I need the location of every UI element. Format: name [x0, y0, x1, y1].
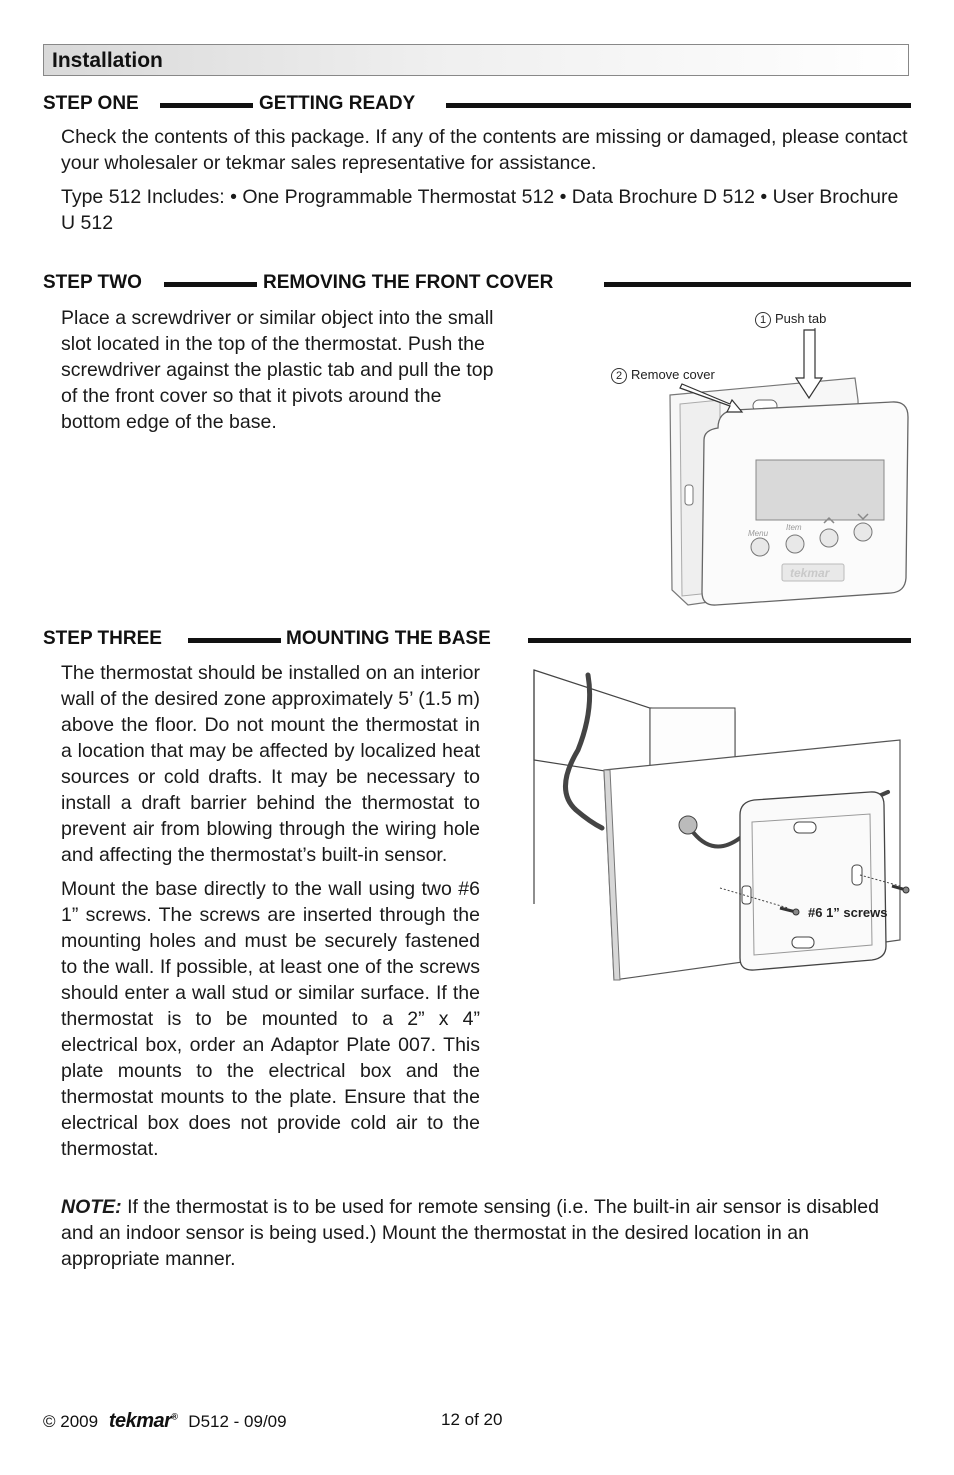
heading-rule	[604, 282, 911, 287]
wall-box	[534, 670, 650, 778]
mounting-slot	[792, 937, 814, 948]
callout-remove-cover	[611, 367, 715, 384]
doc-code: D512 - 09/09	[188, 1412, 287, 1431]
section-header	[43, 44, 909, 76]
base-clip	[685, 485, 693, 505]
note-paragraph	[61, 1194, 911, 1272]
wiring-hole	[679, 816, 697, 834]
step-label: STEP THREE	[43, 628, 162, 649]
down-button	[854, 523, 872, 541]
brand-logo: tekmar®	[108, 1410, 178, 1432]
mounting-slot	[794, 822, 816, 833]
cover-logo: tekmar	[790, 566, 830, 580]
footer	[43, 1410, 287, 1433]
lcd-display	[756, 460, 884, 520]
screws-label: #6 1” screws	[808, 905, 888, 920]
note-label: NOTE:	[61, 1196, 122, 1218]
item-button-label: Item	[786, 523, 802, 532]
step-title: REMOVING THE FRONT COVER	[263, 272, 554, 293]
step-three-heading	[43, 628, 911, 652]
heading-rule	[188, 638, 281, 643]
mounting-base-figure	[530, 660, 910, 990]
step-one-body	[61, 124, 911, 236]
section-title: Installation	[52, 49, 163, 72]
step-title: MOUNTING THE BASE	[286, 628, 491, 649]
menu-button-label: Menu	[748, 529, 769, 538]
copyright: © 2009	[43, 1412, 99, 1431]
heading-rule	[164, 282, 257, 287]
step-label: STEP TWO	[43, 272, 142, 293]
paragraph: Check the contents of this package. If any of the contents are missing or damaged, please contact your wholesaler or tekmar sales representative for assistance.	[61, 126, 908, 174]
item-button	[786, 535, 804, 553]
up-button	[820, 529, 838, 547]
step-title: GETTING READY	[259, 93, 416, 114]
step-two-heading	[43, 272, 911, 296]
step-label: STEP ONE	[43, 93, 139, 114]
heading-rule	[528, 638, 911, 643]
paragraph: Mount the base directly to the wall using two #6 1” screws. The screws are inserted through the mounting holes and must be securely fastened to the wall. If possible, at least one of the screws should enter a wall stud or similar surface. If the thermostat is to be mounted to a 2” x 4” electrical box, order an Adaptor Plate 007. This plate mounts to the electrical box and the thermostat mounts to the plate. Ensure that the electrical box does not provide cold air to the thermostat.	[61, 878, 480, 1160]
heading-rule	[446, 103, 911, 108]
step-two-body	[61, 305, 503, 435]
callout-text: Push tab	[775, 311, 827, 326]
front-cover-figure	[600, 300, 910, 612]
step-one-heading	[43, 93, 911, 117]
step-three-body	[61, 660, 480, 1162]
paragraph: Type 512 Includes: • One Programmable Thermostat 512 • Data Brochure D 512 • User Brochure U 512	[61, 186, 899, 234]
callout-text: Remove cover	[631, 367, 715, 382]
page-number: 12 of 20	[441, 1410, 503, 1429]
paragraph: Place a screwdriver or similar object into the small slot located in the top of the thermostat. Push the screwdriver against the plastic tab and pull the top of the front cover so that it pivots around the bottom edge of the base.	[61, 307, 494, 433]
callout-number: 1	[755, 312, 771, 328]
heading-rule	[160, 103, 253, 108]
menu-button	[751, 538, 769, 556]
callout-number: 2	[611, 368, 627, 384]
paragraph: The thermostat should be installed on an interior wall of the desired zone approximately 5’ (1.5 m) above the floor. Do not mount the thermostat in a location that may be affected by localized heat sources or cold drafts. It may be necessary to install a draft barrier behind the thermostat to prevent air from blowing through the wiring hole and affecting the thermostat’s built-in sensor.	[61, 662, 480, 866]
callout-push-tab	[755, 311, 826, 328]
note-text: If the thermostat is to be used for remote sensing (i.e. The built-in air sensor is disabled and an indoor sensor is being used.) Mount the thermostat in the desired location in an appropriate manner.	[61, 1196, 879, 1270]
